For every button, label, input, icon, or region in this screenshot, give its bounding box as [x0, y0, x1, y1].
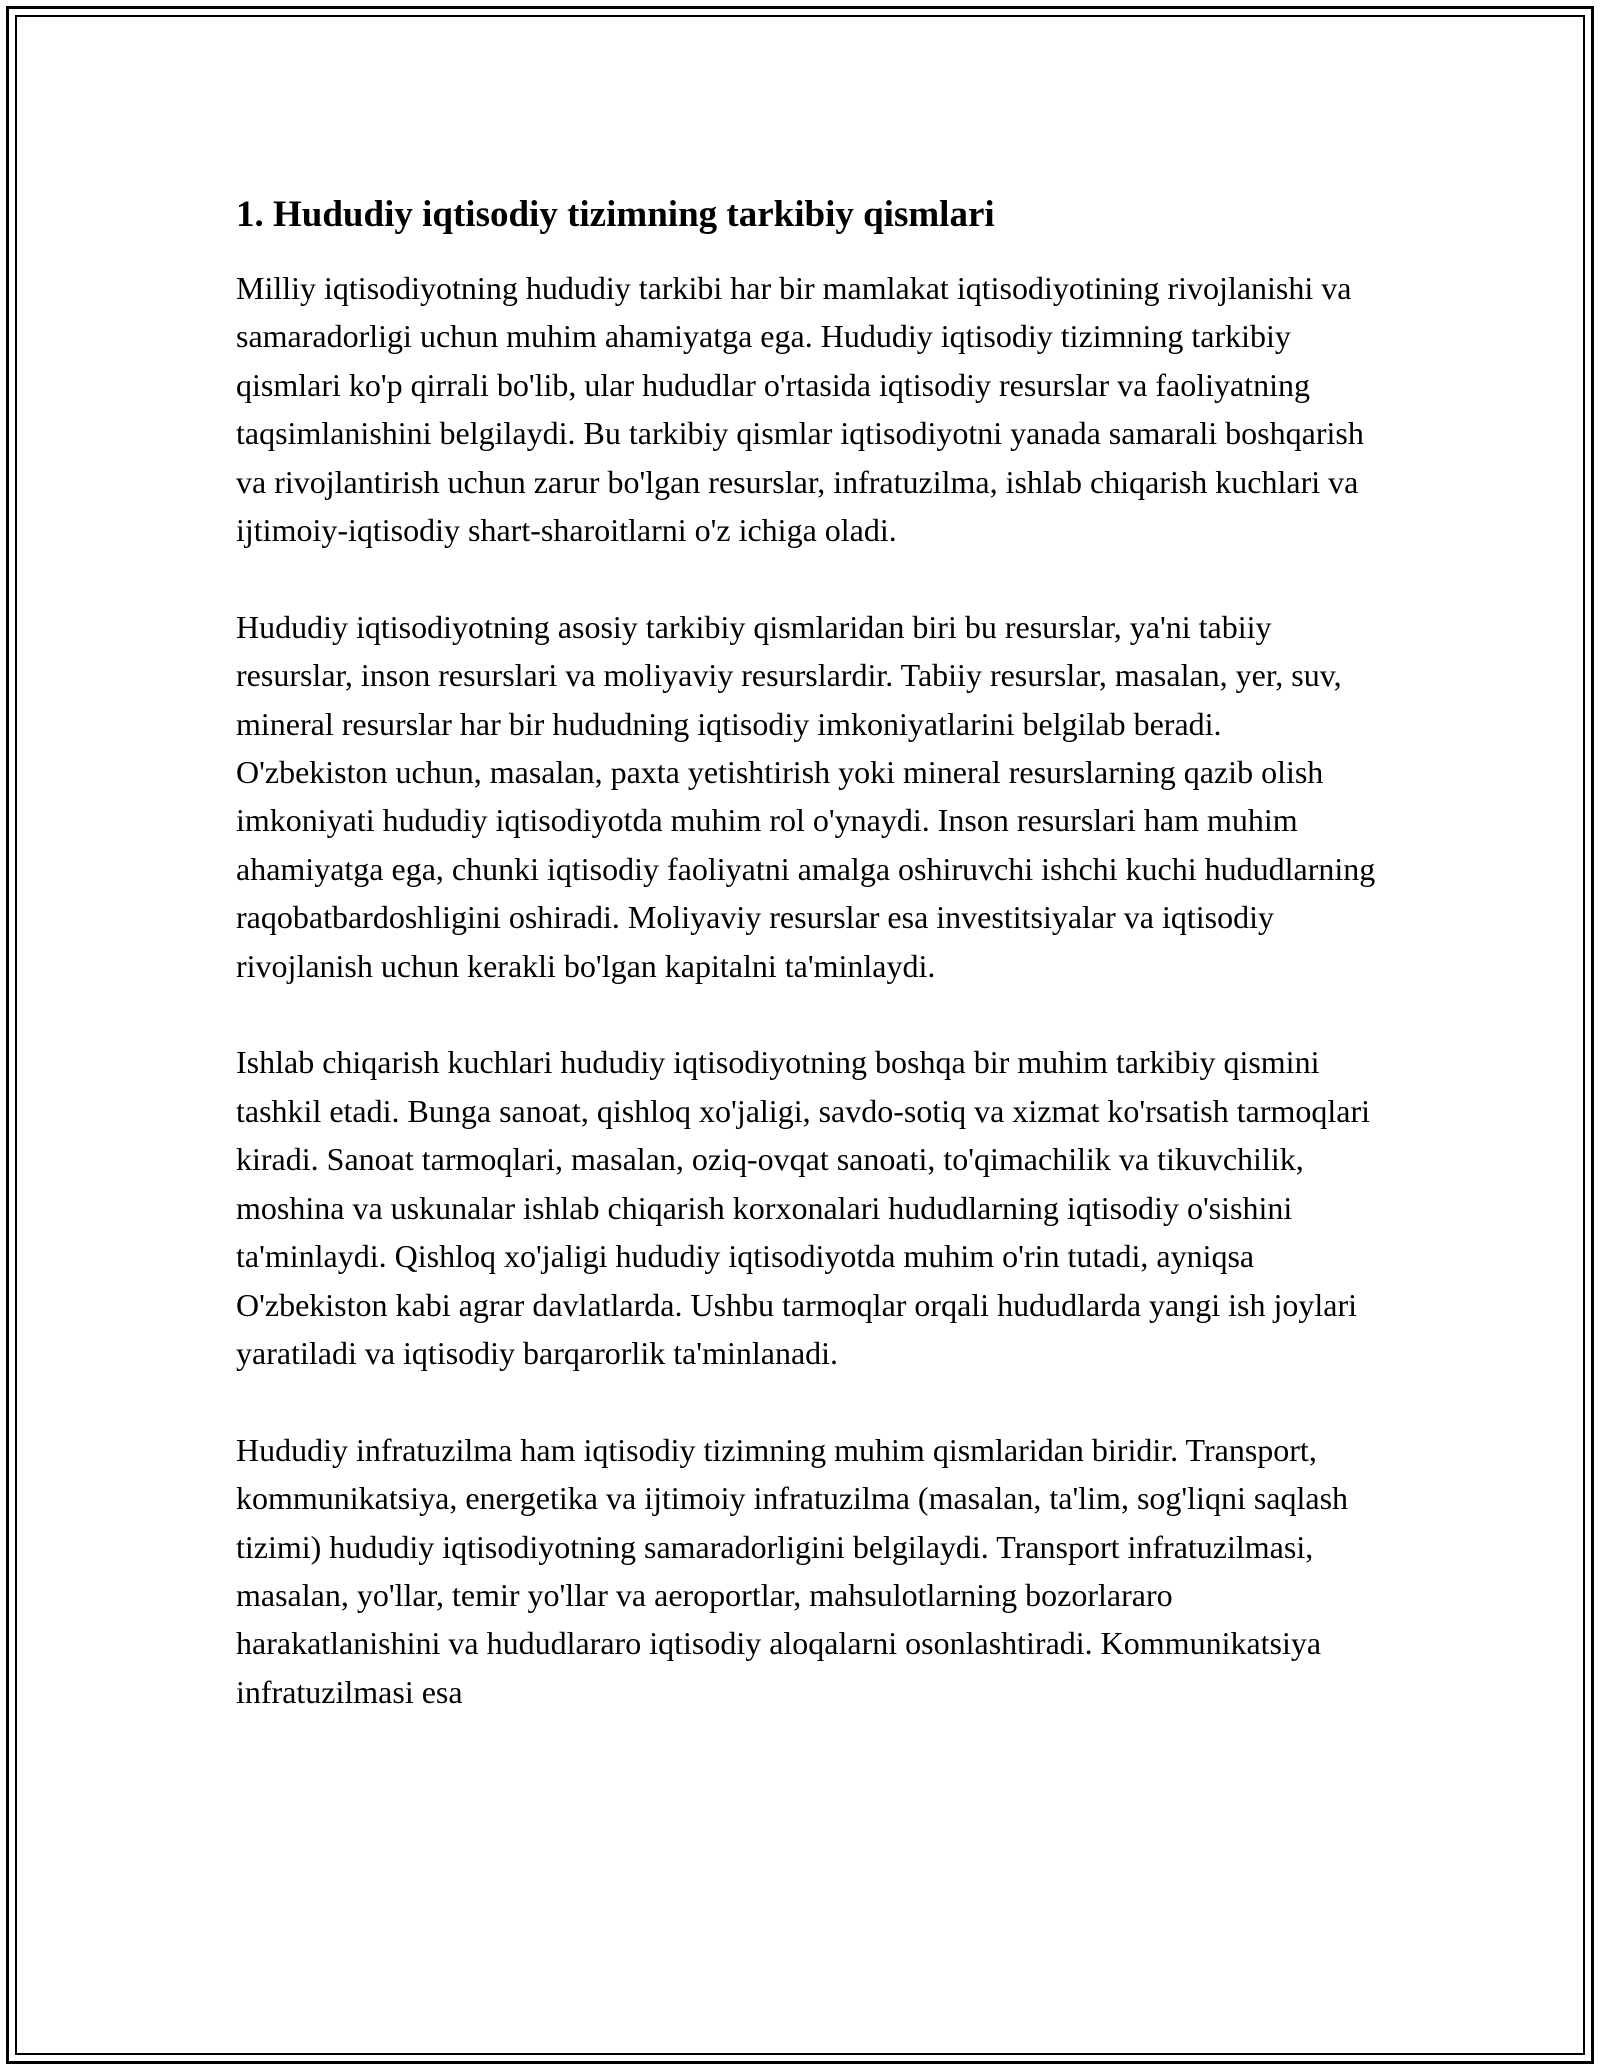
paragraph-4: Hududiy infratuzilma ham iqtisodiy tizimning muhim qismlaridan biridir. Transport, kommunikatsiya, energetika va ijtimoiy infratuzilma (masalan, ta'lim, sog'liqni saqlash tizimi) hududiy iqtisodiyotning samaradorligini belgilaydi. Transport infratuzilmasi, masalan, yo'llar, temir yo'llar va aeroportlar, mahsulotlarning bozorlararo harakatlanishini va hududlararo iqtisodiy aloqalarni osonlashtiradi. Kommunikatsiya infratuzilmasi esa: [236, 1431, 1349, 1710]
paragraph-2: Hududiy iqtisodiyotning asosiy tarkibiy qismlaridan biri bu resurslar, ya'ni tabiiy resurslar, inson resurslari va moliyaviy resurslardir. Tabiiy resurslar, masalan, yer, suv, mineral resurslar har bir hududning iqtisodiy imkoniyatlarini belgilab beradi. O'zbekiston uchun, masalan, paxta yetishtirish yoki mineral resurslarning qazib olish imkoniyati hududiy iqtisodiyotda muhim rol o'ynaydi. Inson resurslari ham muhim ahamiyatga ega, chunki iqtisodiy faoliyatni amalga oshiruvchi ishchi kuchi hududlarning raqobatbardoshligini oshiradi. Moliyaviy resurslar esa investitsiyalar va iqtisodiy rivojlanish uchun kerakli bo'lgan kapitalni ta'minlaydi.: [236, 608, 1376, 984]
paragraph-3: Ishlab chiqarish kuchlari hududiy iqtisodiyotning boshqa bir muhim tarkibiy qismini tashkil etadi. Bunga sanoat, qishloq xo'jaligi, savdo-sotiq va xizmat ko'rsatish tarmoqlari kiradi. Sanoat tarmoqlari, masalan, oziq-ovqat sanoati, to'qimachilik va tikuvchilik, moshina va uskunalar ishlab chiqarish korxonalari hududlarning iqtisodiy o'sishini ta'minlaydi. Qishloq xo'jaligi hududiy iqtisodiyotda muhim o'rin tutadi, ayniqsa O'zbekiston kabi agrar davlatlarda. Ushbu tarmoqlar orqali hududlarda yangi ish joylari yaratiladi va iqtisodiy barqarorlik ta'minlanadi.: [236, 1044, 1370, 1371]
section-heading: 1. Hududiy iqtisodiy tizimning tarkibiy qismlari: [236, 194, 995, 235]
document-body: [236, 188, 1376, 1765]
paragraph-1: Milliy iqtisodiyotning hududiy tarkibi har bir mamlakat iqtisodiyotining rivojlanishi va samaradorligi uchun muhim ahamiyatga ega. Hududiy iqtisodiy tizimning tarkibiy qismlari ko'p qirrali bo'lib, ular hududlar o'rtasida iqtisodiy resurslar va faoliyatning taqsimlanishini belgilaydi. Bu tarkibiy qismlar iqtisodiyotni yanada samarali boshqarish va rivojlantirish uchun zarur bo'lgan resurslar, infratuzilma, ishlab chiqarish kuchlari va ijtimoiy-iqtisodiy shart-sharoitlarni o'z ichiga oladi.: [236, 270, 1364, 549]
